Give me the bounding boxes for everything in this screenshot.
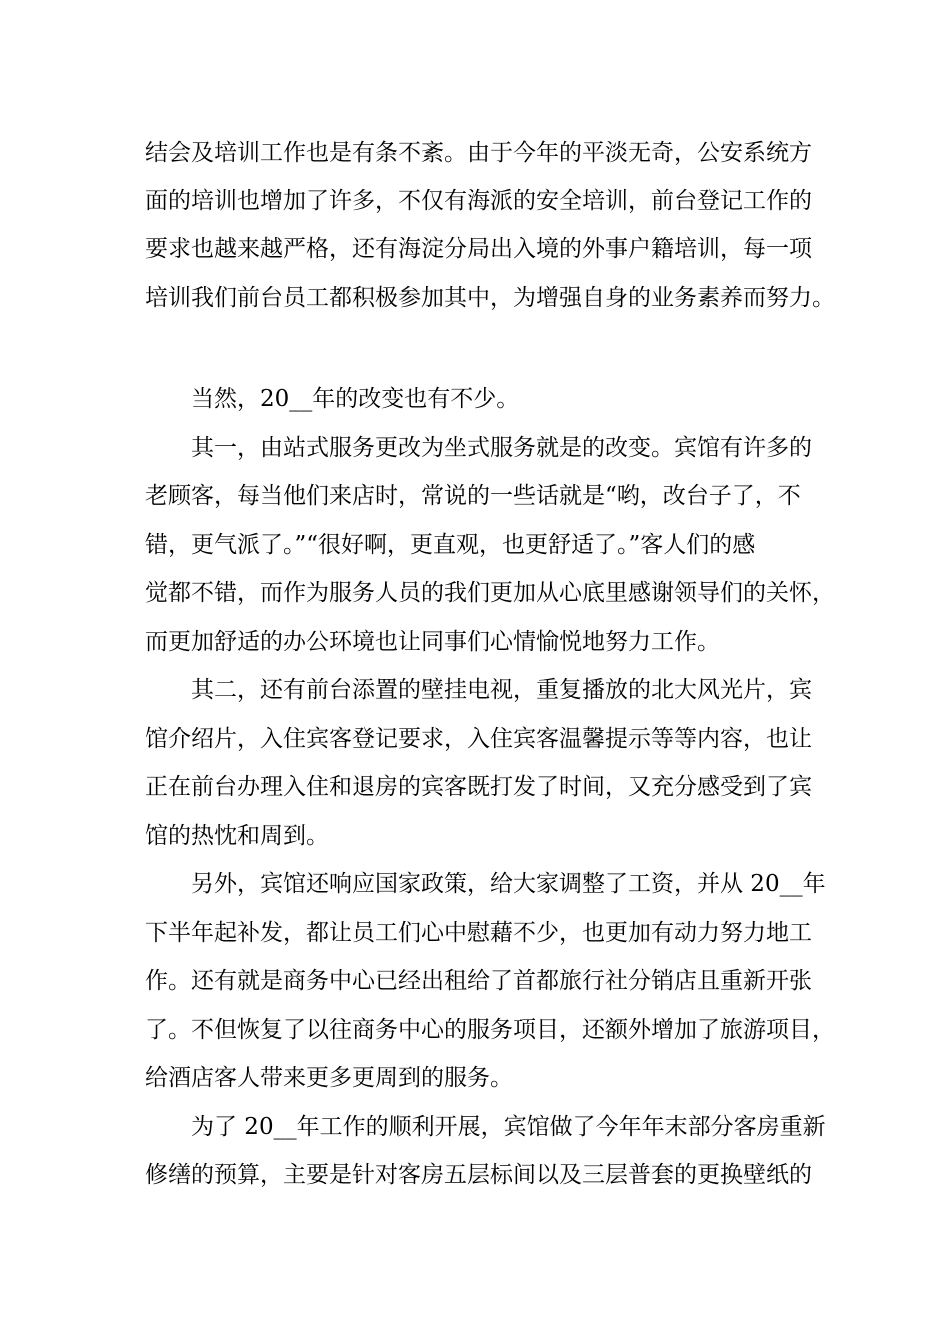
text-line: 其二，还有前台添置的壁挂电视，重复播放的北大风光片，宾	[191, 677, 812, 703]
text-line: 下半年起补发，都让员工们心中慰藉不少，也更加有动力努力地工	[145, 920, 812, 946]
text-line: 另外，宾馆还响应国家政策，给大家调整了工资，并从 20__年	[191, 871, 826, 897]
text-line: 馆介绍片，入住宾客登记要求，入住宾客温馨提示等等内容，也让	[145, 726, 812, 752]
text-line: 给酒店客人带来更多更周到的服务。	[145, 1065, 513, 1091]
text-line: 觉都不错，而作为服务人员的我们更加从心底里感谢领导们的关怀，	[145, 580, 835, 606]
text-line: 了。不但恢复了以往商务中心的服务项目，还额外增加了旅游项目，	[145, 1017, 835, 1043]
text-line: 为了 20__年工作的顺利开展，宾馆做了今年年末部分客房重新	[191, 1114, 826, 1140]
text-line: 而更加舒适的办公环境也让同事们心情愉悦地努力工作。	[145, 629, 720, 655]
text-line: 培训我们前台员工都积极参加其中，为增强自身的业务素养而努力。	[145, 285, 835, 311]
text-line: 要求也越来越严格，还有海淀分局出入境的外事户籍培训，每一项	[145, 236, 812, 262]
text-line: 面的培训也增加了许多，不仅有海派的安全培训，前台登记工作的	[145, 188, 812, 214]
text-line: 老顾客，每当他们来店时，常说的一些话就是“哟，改台子了，不	[145, 483, 801, 509]
text-line: 错，更气派了。”“很好啊，更直观，也更舒适了。”客人们的感	[145, 532, 756, 558]
text-line: 结会及培训工作也是有条不紊。由于今年的平淡无奇，公安系统方	[145, 140, 812, 166]
text-line: 正在前台办理入住和退房的宾客既打发了时间，又充分感受到了宾	[145, 774, 812, 800]
text-line: 作。还有就是商务中心已经出租给了首都旅行社分销店且重新开张	[145, 968, 812, 994]
text-line: 馆的热忱和周到。	[145, 823, 329, 849]
text-line: 当然，20__年的改变也有不少。	[191, 386, 520, 412]
text-line: 其一，由站式服务更改为坐式服务就是的改变。宾馆有许多的	[191, 435, 812, 461]
text-line: 修缮的预算，主要是针对客房五层标间以及三层普套的更换壁纸的	[145, 1162, 812, 1188]
